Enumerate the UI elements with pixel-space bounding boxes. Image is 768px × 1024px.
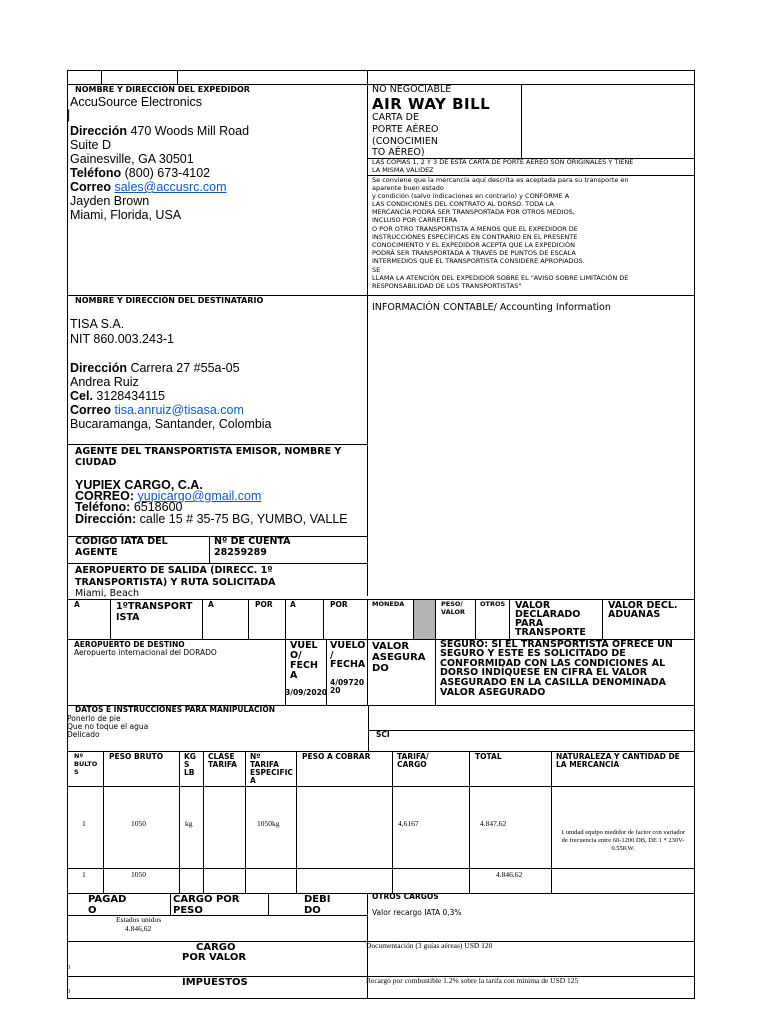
weight-charge-amount: 4.846,62 bbox=[125, 924, 152, 933]
weight-charge-1: CARGO POR bbox=[173, 894, 240, 905]
account-label: Nº DE CUENTA bbox=[214, 536, 291, 547]
col-chargeable: PESO A COBRAR bbox=[302, 752, 371, 761]
col-pieces-2: BULTO bbox=[74, 760, 98, 768]
taxes-label: IMPUESTOS bbox=[182, 977, 248, 988]
col-rate-2: CARGO bbox=[397, 760, 427, 769]
flight2-label-2: / bbox=[330, 650, 334, 661]
collect-1: DEBI bbox=[304, 894, 331, 905]
awb-subtitle-2: PORTE AÉREO bbox=[372, 124, 439, 135]
departure-label-2: TRANSPORTISTA) Y RUTA SOLICITADA bbox=[75, 577, 276, 588]
totals-total: 4.846,62 bbox=[496, 870, 523, 879]
route-by-3: POR bbox=[330, 600, 348, 609]
agent-header-2: CIUDAD bbox=[75, 457, 117, 468]
row-total: 4.847,62 bbox=[480, 819, 507, 828]
weight-value-1: PESO/ bbox=[441, 600, 463, 608]
consignee-nit: NIT 860.003.243-1 bbox=[70, 332, 175, 346]
awb-subtitle-4: TO AÉREO) bbox=[372, 147, 425, 158]
flight1-label-4: A bbox=[290, 670, 298, 681]
currency-label: MONEDA bbox=[372, 600, 405, 608]
text-cursor: | bbox=[67, 108, 71, 122]
shipper-contact: Jayden Brown bbox=[70, 194, 150, 208]
flight1-date: 3/09/2020 bbox=[285, 688, 328, 697]
col-pieces-3: S bbox=[74, 768, 79, 776]
prepaid-1: PAGAD bbox=[88, 894, 127, 905]
consignee-email-line: Correo tisa.anruiz@tisasa.com bbox=[70, 403, 244, 417]
documentation-charge: Documentación (3 guías aéreas) USD 120 bbox=[366, 941, 493, 950]
first-carrier-2: ISTA bbox=[116, 612, 140, 623]
declared-value-3: PARA bbox=[515, 618, 544, 629]
shipper-location: Miami, Florida, USA bbox=[70, 208, 182, 222]
copies-notice-2: LA MISMA VALIDEZ bbox=[372, 166, 434, 174]
flight2-date-2: 20 bbox=[330, 686, 341, 695]
agent-address-line: Dirección: calle 15 # 35-75 BG, YUMBO, VALLE bbox=[75, 512, 348, 526]
copies-notice-1: LAS COPIAS 1, 2 Y 3 DE ESTA CARTA DE PORTE AÉREO SON ORIGINALES Y TIENE bbox=[372, 158, 634, 166]
destination-label: AEROPUERTO DE DESTINO bbox=[74, 640, 185, 649]
customs-value-2: ADUANAS bbox=[608, 609, 661, 620]
valuation-charge-2: POR VALOR bbox=[182, 952, 247, 963]
shipper-address-line: Dirección 470 Woods Mill Road bbox=[70, 124, 250, 138]
col-rate-1: TARIFA/ bbox=[397, 752, 429, 761]
not-negotiable: NO NEGOCIABLE bbox=[372, 84, 452, 95]
shipper-company: AccuSource Electronics bbox=[70, 95, 203, 109]
insured-value-1: VALOR bbox=[372, 641, 410, 652]
agent-name: YUPIEX CARGO, C.A. bbox=[75, 478, 203, 492]
route-by-2: POR bbox=[255, 600, 273, 609]
col-kg-1: KG bbox=[184, 752, 196, 761]
col-rate-class-2: TARIFA bbox=[208, 760, 237, 769]
shaded-cell bbox=[414, 600, 435, 639]
col-gross-weight: PESO BRUTO bbox=[109, 752, 164, 761]
flight2-date-1: 4/09720 bbox=[330, 678, 365, 687]
others-label: OTROS bbox=[480, 600, 506, 608]
departure-label-1: AEROPUERTO DE SALIDA (DIRECC. 1º bbox=[75, 565, 273, 576]
agent-phone-line: Teléfono: 6518600 bbox=[75, 500, 183, 514]
accounting-info: INFORMACIÓN CONTABLE/ Accounting Information bbox=[372, 302, 611, 313]
other-charges-label: OTROS CARGOS bbox=[372, 892, 439, 901]
shipper-email-line: Correo sales@accusrc.com bbox=[70, 180, 227, 194]
row-gross-weight: 1050 bbox=[131, 819, 146, 828]
consignee-contact: Andrea Ruiz bbox=[70, 375, 139, 389]
row-unit: kg bbox=[185, 819, 193, 828]
col-special-4: A bbox=[250, 776, 256, 785]
col-rate-class-1: CLASE bbox=[208, 752, 235, 761]
col-nature-2: LA MERCANCÍA bbox=[556, 760, 620, 769]
route-to-1: A bbox=[74, 600, 80, 609]
shipper-city: Gainesville, GA 30501 bbox=[70, 152, 194, 166]
totals-pieces: 1 bbox=[82, 870, 86, 879]
shipper-address2: Suite D bbox=[70, 138, 111, 152]
col-special-2: TARIFA bbox=[250, 760, 279, 769]
agent-email-link[interactable]: yupicargo@gmail.com bbox=[137, 489, 262, 503]
handling-line-1: Ponerlo de pie bbox=[67, 714, 121, 723]
consignee-city: Bucaramanga, Santander, Colombia bbox=[70, 417, 272, 431]
destination-airport: Aeropuerto internacional del DORADO bbox=[74, 648, 217, 657]
awb-title: AIR WAY BILL bbox=[372, 95, 491, 113]
route-to-3: A bbox=[290, 600, 296, 609]
col-special-3: ESPECIFIC bbox=[250, 768, 293, 777]
iata-code-label-2: AGENTE bbox=[75, 547, 118, 558]
consignee-phone-line: Cel. 3128434115 bbox=[70, 389, 166, 403]
weight-charge-origin: Estados unidos bbox=[116, 915, 162, 924]
shipper-email-link[interactable]: sales@accusrc.com bbox=[114, 180, 227, 194]
shipper-phone-line: Teléfono (800) 673-4102 bbox=[70, 166, 211, 180]
insured-value-2: ASEGURA bbox=[372, 652, 426, 663]
customs-value-1: VALOR DECL. bbox=[608, 600, 678, 611]
declared-value-4: TRANSPORTE bbox=[515, 627, 586, 638]
flight1-label-1: VUEL bbox=[290, 640, 318, 651]
prepaid-2: O bbox=[88, 905, 97, 916]
col-pieces-1: Nº bbox=[74, 752, 84, 760]
flight2-label-3: FECHA bbox=[330, 659, 366, 670]
fuel-surcharge: Recargo por combustible 1.2% sobre la tarifa con mínima de USD 125 bbox=[366, 976, 579, 985]
row-pieces: 1 bbox=[82, 819, 86, 828]
handling-line-3: Delicado bbox=[67, 730, 100, 739]
flight2-label-1: VUELO bbox=[330, 640, 366, 651]
row-description-1: 1 unidad equipo medidor de factor con variador bbox=[561, 829, 685, 836]
consignee-email-link[interactable]: tisa.anruiz@tisasa.com bbox=[114, 403, 244, 417]
flight1-label-3: FECH bbox=[290, 660, 318, 671]
departure-airport: Miami, Beach bbox=[75, 588, 140, 599]
agent-header-1: AGENTE DEL TRANSPORTISTA EMISOR, NOMBRE Y bbox=[75, 446, 342, 457]
col-total: TOTAL bbox=[475, 752, 502, 761]
row-rate: 4,6167 bbox=[398, 819, 419, 828]
row-description-2: de frecuencia entre 60-1200 DB, DE 1 * 230V- bbox=[561, 837, 685, 844]
iata-surcharge: Valor recargo IATA 0,3% bbox=[372, 908, 462, 917]
shipper-header: NOMBRE Y DIRECCIÓN DEL EXPEDIDOR bbox=[75, 85, 250, 94]
sci-label: SCI bbox=[376, 730, 390, 739]
consignee-address-line: Dirección Carrera 27 #55a-05 bbox=[70, 361, 240, 375]
collect-2: DO bbox=[304, 905, 321, 916]
row-special-rate: 1050kg bbox=[257, 819, 280, 828]
handling-line-2: Que no toque el agua bbox=[67, 722, 149, 731]
agent-email-line: CORREO: yupicargo@gmail.com bbox=[75, 489, 262, 503]
col-kg-3: LB bbox=[184, 768, 195, 777]
col-special-1: Nº bbox=[250, 752, 261, 761]
insured-value-3: DO bbox=[372, 663, 389, 674]
consignee-header: NOMBRE Y DIRECCIÓN DEL DESTINATARIO bbox=[75, 296, 264, 305]
consignee-company: TISA S.A. bbox=[70, 317, 125, 331]
row-description-3: 0.55KW. bbox=[611, 845, 635, 852]
col-nature-1: NATURALEZA Y CANTIDAD DE bbox=[556, 752, 680, 761]
declared-value-1: VALOR bbox=[515, 600, 551, 611]
awb-subtitle-3: (CONOCIMIEN bbox=[372, 136, 438, 147]
totals-gross-weight: 1050 bbox=[131, 870, 146, 879]
valuation-charge-1: CARGO bbox=[196, 942, 236, 953]
col-kg-2: S bbox=[184, 760, 190, 769]
iata-code-label-1: CODIGO IATA DEL bbox=[75, 536, 168, 547]
weight-value-2: VALOR bbox=[441, 608, 466, 616]
flight1-label-2: O/ bbox=[290, 650, 302, 661]
awb-subtitle-1: CARTA DE bbox=[372, 112, 419, 123]
valuation-charge-value: 0 bbox=[67, 964, 71, 971]
handling-header: DATOS E INSTRUCCIONES PARA MANIPULACIÓN bbox=[75, 705, 275, 714]
declared-value-2: DECLARADO bbox=[515, 609, 581, 620]
first-carrier-1: 1ºTRANSPORT bbox=[116, 601, 193, 612]
weight-charge-2: PESO bbox=[173, 905, 203, 916]
taxes-value: 0 bbox=[67, 988, 71, 995]
account-number: 28259289 bbox=[214, 547, 267, 558]
route-to-2: A bbox=[208, 600, 214, 609]
